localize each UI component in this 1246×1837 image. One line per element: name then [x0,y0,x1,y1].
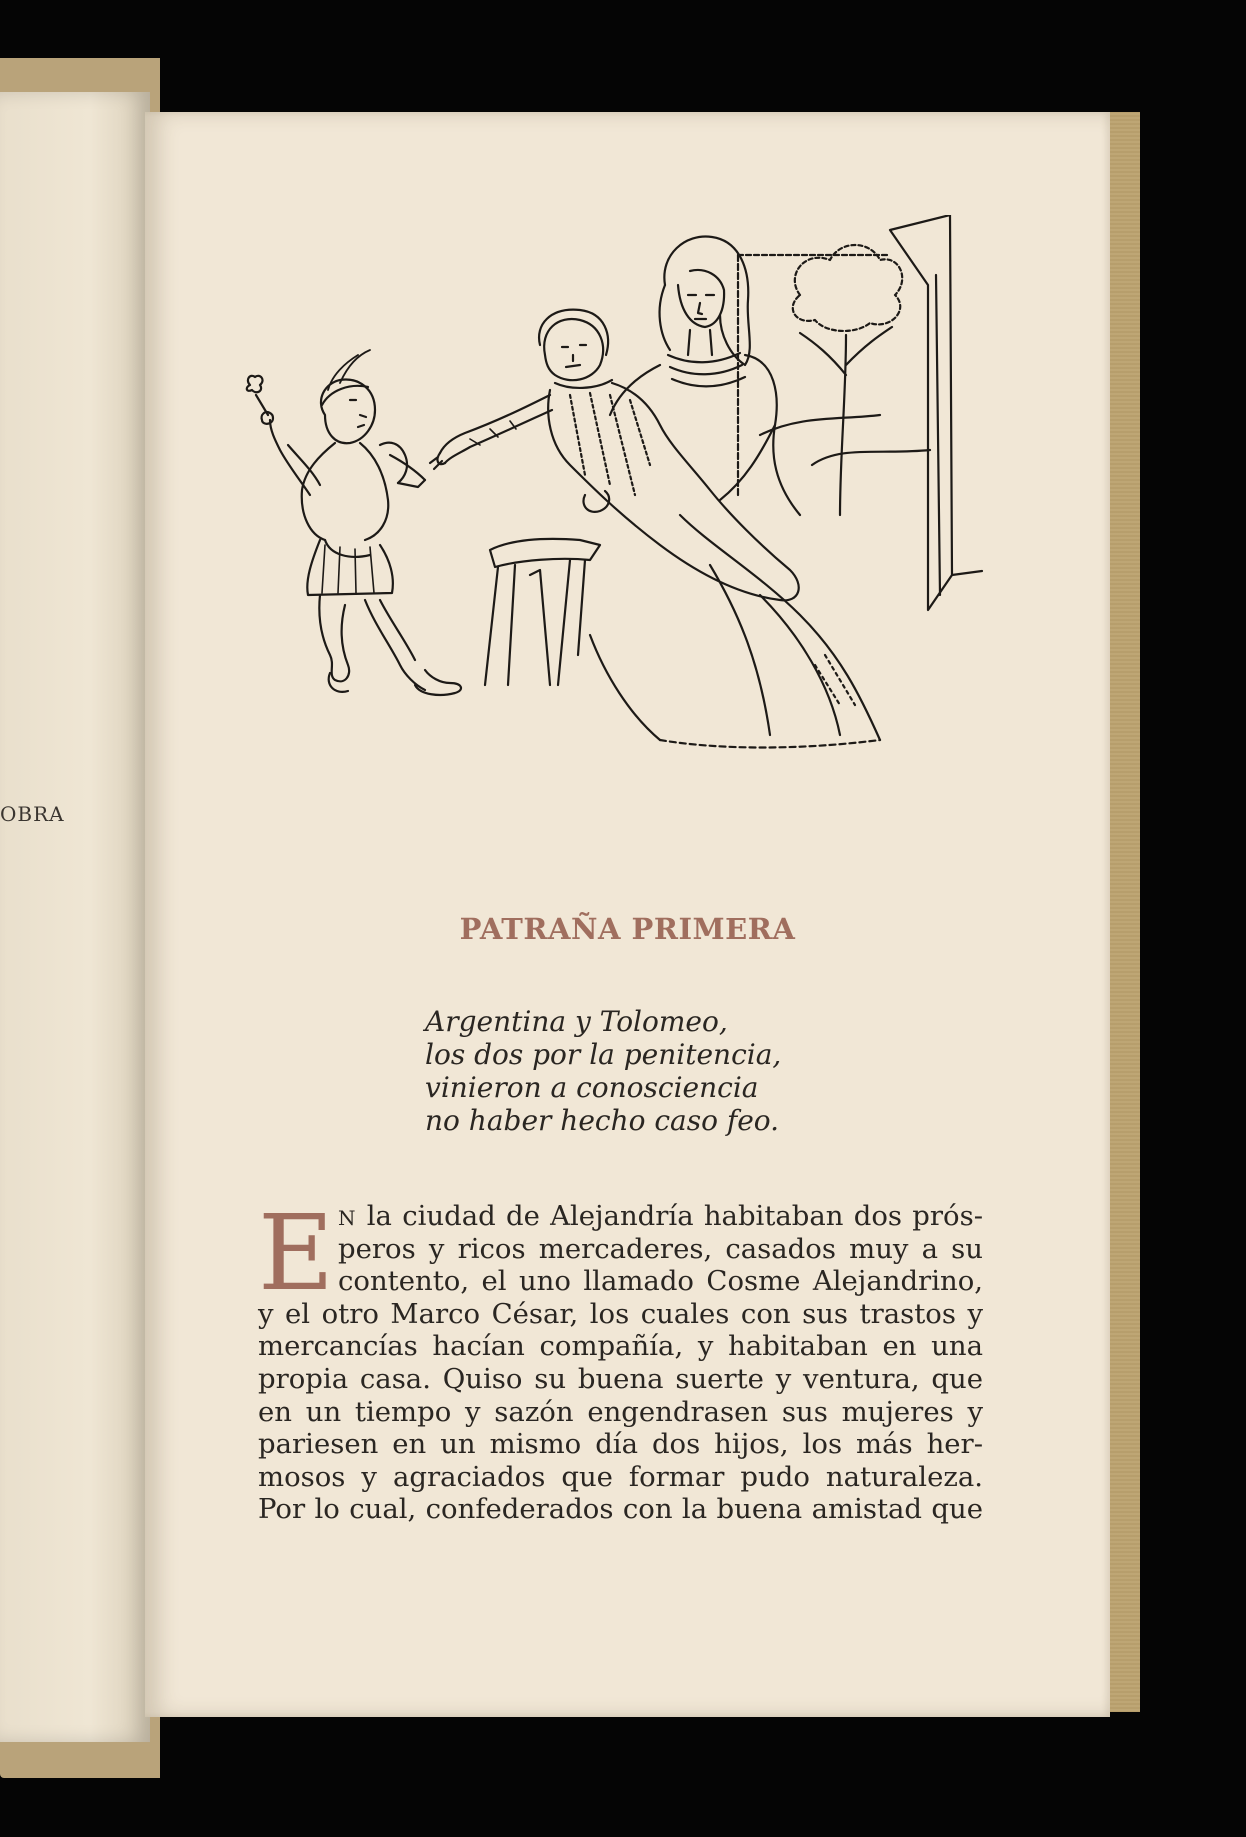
body-line: contento, el uno llamado Cosme Alejandrino, [338,1265,983,1298]
body-paragraph [258,1192,983,1526]
body-line: propia casa. Quiso su buena suerte y ventura, que [258,1362,983,1395]
verse-line: no haber hecho caso feo. [425,1104,780,1137]
epigraph-verse [425,1005,925,1137]
body-line [338,1200,983,1233]
chapter-title: PATRAÑA PRIMERA [459,912,796,946]
body-line: y el otro Marco César, los cuales con sus trastos y [258,1297,983,1330]
first-word-small-caps: N [338,1206,357,1230]
body-line-text: la ciudad de Alejandría habitaban dos prós- [366,1200,983,1232]
verse-line: vinieron a conosciencia [425,1071,759,1104]
verse-line: los dos por la penitencia, [425,1038,782,1071]
body-line: Por lo cual, confederados con la buena amistad que [258,1493,983,1526]
left-page-text-fragment: OBRA [0,802,65,826]
body-line: mercancías hacían compañía, y habitaban en una [258,1330,983,1363]
left-page [0,92,150,1742]
verse-line: Argentina y Tolomeo, [425,1005,728,1038]
body-line: pariesen en un mismo día dos hijos, los más her- [258,1428,983,1461]
body-line: peros y ricos mercaderes, casados muy a su [338,1232,983,1265]
body-line: en un tiempo y sazón engendrasen sus mujeres y [258,1395,983,1428]
body-line: mosos y agraciados que formar pudo naturaleza. [258,1460,983,1493]
mother-child-and-boy-illustration-icon [240,215,1000,755]
drop-cap: E [258,1192,334,1314]
